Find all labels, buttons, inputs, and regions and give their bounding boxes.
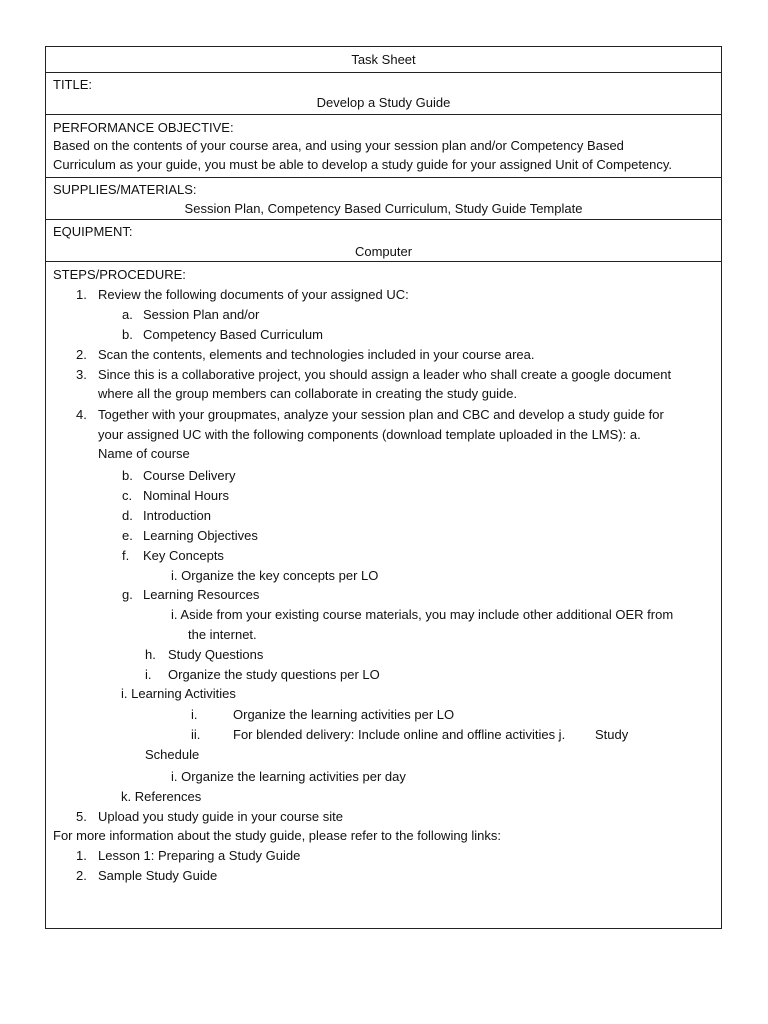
step-text: Review the following documents of your assigned UC: <box>98 287 409 302</box>
list-letter: d. <box>122 508 133 523</box>
task-sheet <box>45 46 722 929</box>
list-letter: b. <box>122 468 133 483</box>
sheet-header: Task Sheet <box>351 52 416 67</box>
supplies-row <box>46 178 721 220</box>
sub-item: Study Questions <box>168 647 264 662</box>
link-item: Sample Study Guide <box>98 868 218 883</box>
sub-item: Study <box>595 727 629 742</box>
step-text: your assigned UC with the following components (download template uploaded in the LMS): a. <box>98 427 641 442</box>
list-roman: i. <box>145 667 152 682</box>
header-row <box>46 47 721 73</box>
sub-sub-item: Organize the learning activities per LO <box>233 707 455 722</box>
sub-item: Schedule <box>145 747 200 762</box>
list-number: 4. <box>76 407 87 422</box>
list-letter: c. <box>122 488 133 503</box>
sub-sub-item: Organize the study questions per LO <box>168 667 380 682</box>
sub-item: Introduction <box>143 508 211 523</box>
sub-sub-item: i. Organize the learning activities per day <box>171 769 406 784</box>
equipment-value: Computer <box>354 244 413 259</box>
sub-item: i. Learning Activities <box>121 686 236 701</box>
supplies-value: Session Plan, Competency Based Curriculum, Study Guide Template <box>184 201 583 216</box>
step-text: Together with your groupmates, analyze your session plan and CBC and develop a study guide for <box>98 407 664 422</box>
more-info-text: For more information about the study guide, please refer to the following links: <box>53 828 502 843</box>
sub-item: k. References <box>121 789 202 804</box>
title-row <box>46 73 721 115</box>
list-number: 2. <box>76 868 87 883</box>
list-letter: g. <box>122 587 133 602</box>
objective-label: PERFORMANCE OBJECTIVE: <box>53 120 234 135</box>
sub-item: Learning Resources <box>143 587 260 602</box>
sub-sub-item: i. Aside from your existing course materials, you may include other additional OER from <box>171 607 674 622</box>
list-number: 1. <box>76 287 87 302</box>
sub-sub-item: i. Organize the key concepts per LO <box>171 568 379 583</box>
list-roman: ii. <box>191 727 201 742</box>
objective-row <box>46 115 721 178</box>
sub-sub-item: the internet. <box>188 627 257 642</box>
sub-item: Nominal Hours <box>143 488 229 503</box>
list-letter: e. <box>122 528 133 543</box>
list-number: 1. <box>76 848 87 863</box>
objective-line: Based on the contents of your course area, and using your session plan and/or Competency Based <box>53 138 624 153</box>
objective-line: Curriculum as your guide, you must be able to develop a study guide for your assigned Unit of Competency. <box>53 157 673 172</box>
equipment-label: EQUIPMENT: <box>53 224 133 239</box>
list-letter: b. <box>122 327 133 342</box>
step-text: Since this is a collaborative project, you should assign a leader who shall create a google document <box>98 367 672 382</box>
title-label: TITLE: <box>53 77 93 92</box>
sub-item: Key Concepts <box>143 548 224 563</box>
list-letter: f. <box>122 548 130 563</box>
sub-item: Session Plan and/or <box>143 307 260 322</box>
step-text: Upload you study guide in your course site <box>98 809 343 824</box>
list-number: 2. <box>76 347 87 362</box>
list-letter: h. <box>145 647 156 662</box>
step-text: Scan the contents, elements and technologies included in your course area. <box>98 347 535 362</box>
step-text: Name of course <box>98 446 190 461</box>
link-item: Lesson 1: Preparing a Study Guide <box>98 848 301 863</box>
list-number: 3. <box>76 367 87 382</box>
sub-item: Learning Objectives <box>143 528 258 543</box>
title-value: Develop a Study Guide <box>316 95 451 110</box>
equipment-row <box>46 220 721 262</box>
list-letter: a. <box>122 307 133 322</box>
list-roman: i. <box>191 707 198 722</box>
step-text: where all the group members can collaborate in creating the study guide. <box>98 386 518 401</box>
sub-item: Competency Based Curriculum <box>143 327 323 342</box>
sub-item: Course Delivery <box>143 468 236 483</box>
list-number: 5. <box>76 809 87 824</box>
supplies-label: SUPPLIES/MATERIALS: <box>53 182 197 197</box>
steps-label: STEPS/PROCEDURE: <box>53 267 186 282</box>
sub-sub-item: For blended delivery: Include online and offline activities j. <box>233 727 566 742</box>
